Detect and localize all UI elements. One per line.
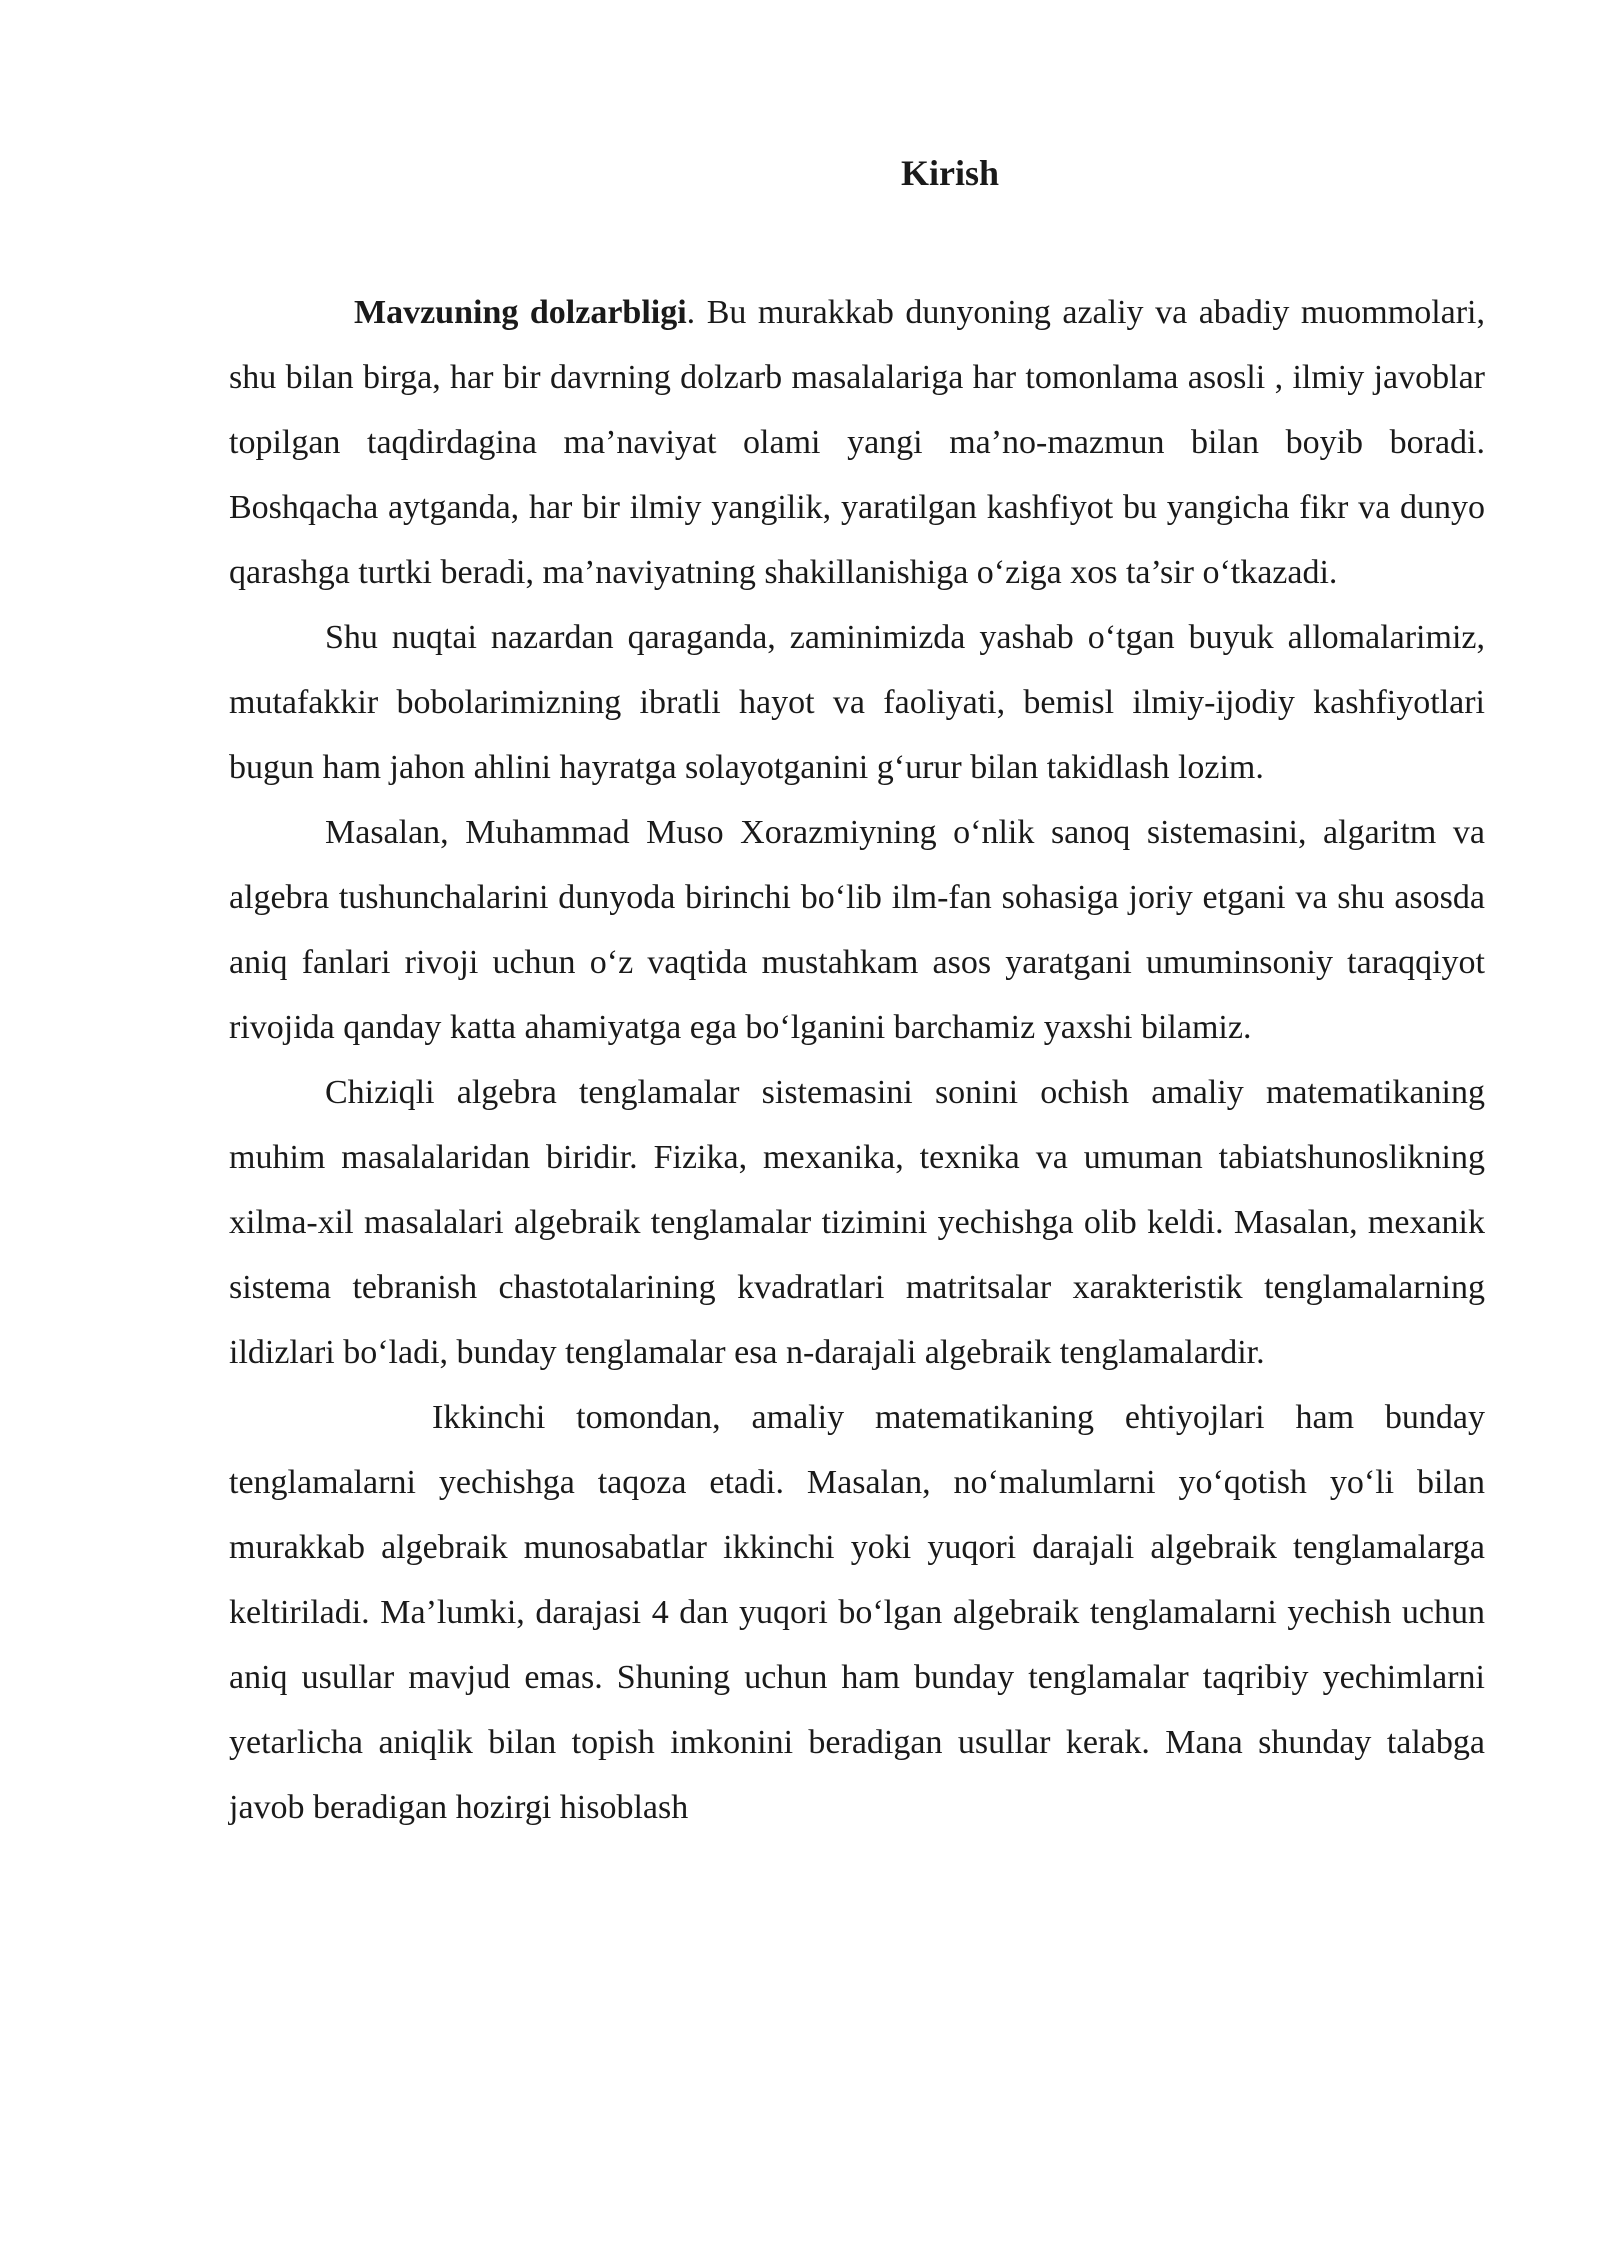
paragraph-applied-math: Ikkinchi tomondan, amaliy matematikaning ehtiyojlari ham bunday tenglamalarni yechishga taqoza etadi. Masalan, no‘malumlarni yo‘qotish yo‘li bilan murakkab algebraik munosabatlar ikkinchi yoki yuqori darajali algebraik tenglamalarga keltiriladi. Ma’lumki, darajasi 4 dan yuqori bo‘lgan algebraik tenglamalarni yechish uchun aniq usullar mavjud emas. Shuning uchun ham bunday tenglamalar taqribiy yechimlarni yetarlicha aniqlik bilan topish imkonini beradigan usullar kerak. Mana shunday talabga javob beradigan hozirgi hisoblash [229, 1399, 1485, 1826]
paragraph-scholars: Shu nuqtai nazardan qaraganda, zaminimizda yashab o‘tgan buyuk allomalarimiz, mutafakkir bobolarimizning ibratli hayot va faoliyati, bemisl ilmiy-ijodiy kashfiyotlari bugun ham jahon ahlini hayratga solayotganini g‘urur bilan takidlash lozim. [229, 619, 1485, 786]
paragraph-linear-algebra: Chiziqli algebra tenglamalar sistemasini sonini ochish amaliy matematikaning muhim masalalaridan biridir. Fizika, mexanika, texnika va umuman tabiatshunoslikning xilma-xil masalalari algebraik tenglamalar tizimini yechishga olib keldi. Masalan, mexanik sistema tebranish chastotalarining kvadratlari matritsalar xarakteristik tenglamalarning ildizlari bo‘ladi, bunday tenglamalar esa n-darajali algebraik tenglamalardir. [229, 1074, 1485, 1371]
paragraph-xorazmiy: Masalan, Muhammad Muso Xorazmiyning o‘nlik sanoq sistemasini, algaritm va algebra tushunchalarini dunyoda birinchi bo‘lib ilm-fan sohasiga joriy etgani va shu asosda aniq fanlari rivoji uchun o‘z vaqtida mustahkam asos yaratgani umuminsoniy taraqqiyot rivojida qanday katta ahamiyatga ega bo‘lganini barchamiz yaxshi bilamiz. [229, 814, 1485, 1046]
document-body [229, 280, 1485, 1840]
page-title: Kirish [900, 153, 999, 193]
paragraph-lead: Mavzuning dolzarbligi [354, 294, 687, 331]
paragraph-relevance [229, 280, 1485, 605]
paragraph-text: . Bu murakkab dunyoning azaliy va abadiy muommolari, shu bilan birga, har bir davrning dolzarb masalalariga har tomonlama asosli , ilmiy javoblar topilgan taqdirdagina ma’naviyat olami yangi ma’no-mazmun bilan boyib boradi. Boshqacha aytganda, har bir ilmiy yangilik, yaratilgan kashfiyot bu yangicha fikr va dunyo qarashga turtki beradi, ma’naviyatning shakillanishiga o‘ziga xos ta’sir o‘tkazadi. [229, 294, 1485, 591]
